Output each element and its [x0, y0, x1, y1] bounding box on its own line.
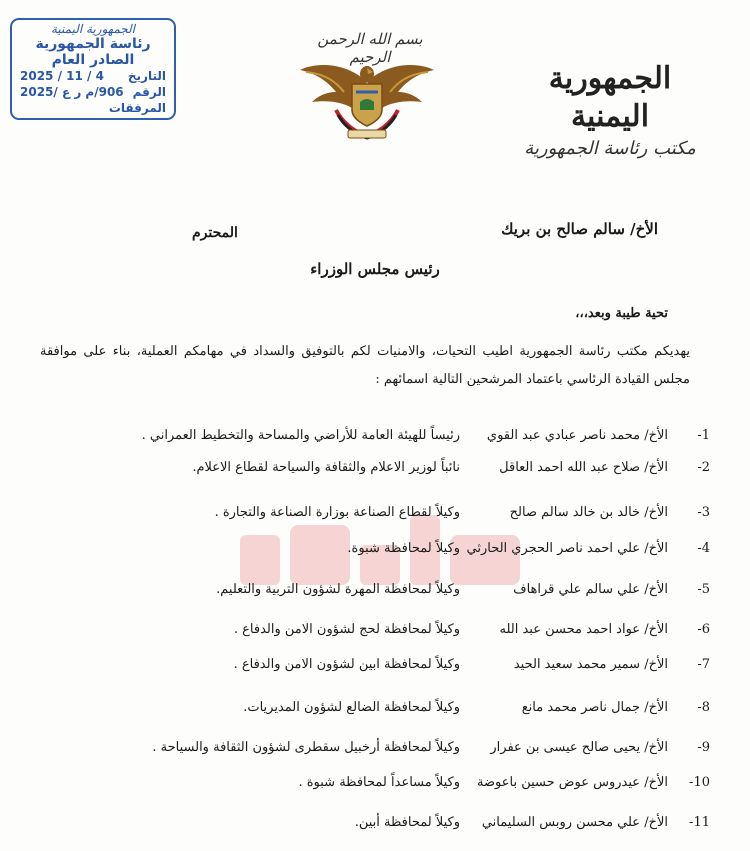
item-position: وكيلاً لمحافظة ابين لشؤون الامن والدفاع . — [233, 657, 460, 672]
list-item — [70, 700, 710, 724]
item-number: 8- — [697, 700, 710, 715]
eagle-emblem-icon — [296, 52, 438, 144]
list-item — [70, 582, 710, 606]
recipient-title: رئيس مجلس الوزراء — [310, 260, 440, 278]
registry-stamp — [10, 18, 176, 120]
stamp-ref-value: 906/م ر ع /2025 — [20, 85, 124, 99]
greeting: تحية طيبة وبعد،،، — [575, 306, 668, 321]
item-position: وكيلاً لمحافظة لحج لشؤون الامن والدفاع . — [233, 622, 460, 637]
stamp-date-row — [20, 68, 166, 84]
stamp-ref-label: الرقم — [132, 85, 166, 99]
item-number: 4- — [697, 541, 710, 556]
item-name: الأخ/ جمال ناصر محمد مانع — [521, 700, 668, 715]
item-position: وكيلاً لمحافظة أبين. — [354, 815, 460, 830]
item-name: الأخ/ محمد ناصر عبادي عبد القوي — [486, 428, 668, 443]
item-position: وكيلاً لمحافظة أرخبيل سقطرى لشؤون الثقافة والسياحة . — [152, 740, 460, 755]
letterhead-country: الجمهورية اليمنية — [548, 61, 672, 134]
item-name: الأخ/ علي احمد ناصر الحجري الحارثي — [466, 541, 668, 556]
letterhead-office: مكتب رئاسة الجمهورية — [524, 138, 696, 159]
item-number: 11- — [689, 815, 710, 830]
item-position: وكيلاً لقطاع الصناعة بوزارة الصناعة والتجارة . — [214, 505, 460, 520]
stamp-date-label: التاريخ — [127, 69, 166, 83]
item-name: الأخ/ عواد احمد محسن عبد الله — [499, 622, 668, 637]
item-number: 2- — [697, 460, 710, 475]
letterhead — [510, 60, 710, 159]
item-name: الأخ/ يحيى صالح عيسى بن عفرار — [490, 740, 668, 755]
stamp-ref-row — [20, 84, 166, 100]
item-name: الأخ/ علي سالم علي قراهاف — [513, 582, 668, 597]
item-number: 9- — [697, 740, 710, 755]
basmala: بسم الله الرحمن الرحيم — [317, 30, 423, 66]
list-item — [70, 428, 710, 452]
item-number: 3- — [697, 505, 710, 520]
item-position: رئيساً للهيئة العامة للأراضي والمساحة والتخطيط العمراني . — [141, 428, 460, 443]
item-position: وكيلاً لمحافظة شبوة. — [347, 541, 460, 556]
item-number: 6- — [697, 622, 710, 637]
list-item — [70, 775, 710, 799]
stamp-country: الجمهورية اليمنية — [50, 22, 135, 36]
stamp-date-value: 4 / 11 / 2025 — [20, 69, 104, 83]
list-item — [70, 740, 710, 764]
item-number: 1- — [697, 428, 710, 443]
list-item — [70, 622, 710, 646]
item-number: 7- — [697, 657, 710, 672]
item-name: الأخ/ عيدروس عوض حسين باعوضة — [477, 775, 668, 790]
item-position: وكيلاً مساعداً لمحافظة شبوة . — [298, 775, 460, 790]
stamp-outgoing: الصادر العام — [51, 52, 135, 68]
item-name: الأخ/ سمير محمد سعيد الحيد — [513, 657, 668, 672]
recipient-name: الأخ/ سالم صالح بن بريك — [501, 220, 658, 238]
item-name: الأخ/ علي محسن روبس السليماني — [481, 815, 668, 830]
list-item — [70, 815, 710, 839]
item-number: 10- — [689, 775, 710, 790]
list-item — [70, 505, 710, 529]
stamp-attachments-row — [20, 100, 166, 116]
intro-paragraph: يهديكم مكتب رئاسة الجمهورية اطيب التحيات، والامنيات لكم بالتوفيق والسداد في مهامكم العملية، بناء على موافقة مجلس القيادة الرئاسي باعتماد المرشحين التالية اسمائهم : — [40, 344, 690, 387]
stamp-attachments-label: المرفقات — [108, 101, 166, 115]
item-position: نائباً لوزير الاعلام والثقافة والسياحة لقطاع الاعلام. — [192, 460, 460, 475]
item-name: الأخ/ صلاح عبد الله احمد العاقل — [499, 460, 668, 475]
item-name: الأخ/ خالد بن خالد سالم صالح — [509, 505, 668, 520]
stamp-presidency: رئاسة الجمهورية — [35, 36, 151, 52]
item-number: 5- — [697, 582, 710, 597]
list-item — [70, 460, 710, 484]
list-item — [70, 657, 710, 681]
item-position: وكيلاً لمحافظة الضالع لشؤون المديريات. — [243, 700, 460, 715]
item-position: وكيلاً لمحافظة المهرة لشؤون التربية والتعليم. — [216, 582, 460, 597]
list-item — [70, 541, 710, 565]
recipient-honorific: المحترم — [192, 225, 238, 241]
